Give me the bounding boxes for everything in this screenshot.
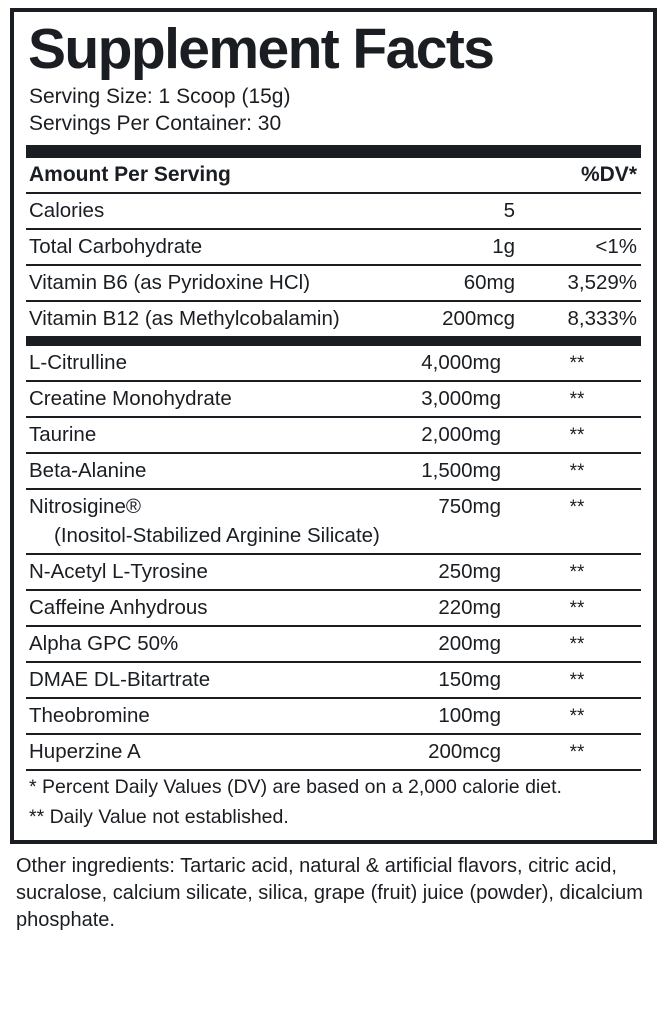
- blend-table: [26, 346, 641, 769]
- ingredient-amount: 200mg: [355, 626, 531, 662]
- nutrient-dv: <1%: [545, 229, 641, 265]
- divider-thin-bottom: [26, 769, 641, 771]
- ingredient-name: Taurine: [26, 417, 355, 453]
- serving-size: Serving Size: 1 Scoop (15g): [29, 85, 291, 109]
- table-row-subtext: [26, 524, 641, 554]
- ingredient-amount: 750mg: [355, 489, 531, 524]
- table-header-row: [26, 158, 641, 193]
- ingredient-dv: **: [531, 590, 641, 626]
- ingredient-amount: 150mg: [355, 662, 531, 698]
- ingredient-amount: 1,500mg: [355, 453, 531, 489]
- nutrient-amount: 1g: [417, 229, 545, 265]
- nutrient-amount: 60mg: [417, 265, 545, 301]
- nutrient-amount: 5: [417, 193, 545, 229]
- dv-header: %DV*: [580, 162, 637, 186]
- amount-header-spacer: [417, 158, 545, 193]
- ingredient-amount: 2,000mg: [355, 417, 531, 453]
- ingredient-dv: **: [531, 554, 641, 590]
- table-row: [26, 590, 641, 626]
- footnote-not-established: ** Daily Value not established.: [29, 805, 289, 828]
- divider-thick-top: [26, 145, 641, 158]
- ingredient-dv: **: [531, 698, 641, 734]
- ingredient-name: Alpha GPC 50%: [26, 626, 355, 662]
- nutrient-name: Vitamin B6 (as Pyridoxine HCl): [26, 265, 417, 301]
- table-row: [26, 453, 641, 489]
- table-row: [26, 662, 641, 698]
- page-title: Supplement Facts: [28, 17, 494, 81]
- ingredient-dv: **: [531, 734, 641, 769]
- table-row: [26, 346, 641, 381]
- table-row: [26, 554, 641, 590]
- amount-per-serving-header: Amount Per Serving: [29, 162, 231, 186]
- divider-thick-middle: [26, 336, 641, 346]
- ingredient-name: L-Citrulline: [29, 350, 127, 374]
- table-row: [26, 734, 641, 769]
- ingredient-subname: (Inositol-Stabilized Arginine Silicate): [54, 523, 380, 547]
- ingredient-name: Caffeine Anhydrous: [26, 590, 355, 626]
- nutrient-dv: 3,529%: [545, 265, 641, 301]
- table-row: [26, 626, 641, 662]
- ingredient-dv: **: [531, 453, 641, 489]
- table-row: [26, 417, 641, 453]
- nutrient-dv: [545, 193, 641, 229]
- table-row: [26, 193, 641, 229]
- ingredient-dv: **: [569, 352, 585, 374]
- table-row: [26, 489, 641, 524]
- ingredient-dv: **: [531, 417, 641, 453]
- ingredient-dv: **: [531, 381, 641, 417]
- ingredient-name: Theobromine: [26, 698, 355, 734]
- ingredient-amount: 4,000mg: [421, 350, 501, 374]
- table-row: [26, 698, 641, 734]
- ingredient-amount: 220mg: [355, 590, 531, 626]
- nutrient-name: Calories: [26, 193, 417, 229]
- ingredient-dv: **: [531, 489, 641, 524]
- ingredient-amount: 250mg: [355, 554, 531, 590]
- nutrients-table: [26, 158, 641, 336]
- nutrient-name: Vitamin B12 (as Methylcobalamin): [26, 301, 417, 336]
- ingredient-name: Beta-Alanine: [26, 453, 355, 489]
- ingredient-amount: 200mcg: [355, 734, 531, 769]
- ingredient-amount: 3,000mg: [355, 381, 531, 417]
- table-row: [26, 229, 641, 265]
- table-row: [26, 265, 641, 301]
- nutrient-amount: 200mcg: [417, 301, 545, 336]
- table-row: [26, 301, 641, 336]
- nutrient-name: Total Carbohydrate: [26, 229, 417, 265]
- supplement-facts-box: [10, 8, 657, 844]
- ingredient-name: Huperzine A: [26, 734, 355, 769]
- footnote-daily-value: * Percent Daily Values (DV) are based on a 2,000 calorie diet.: [29, 775, 562, 798]
- other-ingredients: Other ingredients: Tartaric acid, natural & artificial flavors, citric acid, sucralose, calcium silicate, silica, grape (fruit) juice (powder), dicalcium phosphate.: [16, 855, 643, 931]
- ingredient-dv: **: [531, 662, 641, 698]
- table-row: [26, 381, 641, 417]
- ingredient-name: Nitrosigine®: [26, 489, 355, 524]
- ingredient-amount: 100mg: [355, 698, 531, 734]
- ingredient-name: DMAE DL-Bitartrate: [26, 662, 355, 698]
- ingredient-dv: **: [531, 626, 641, 662]
- nutrient-dv: 8,333%: [545, 301, 641, 336]
- ingredient-name: N-Acetyl L-Tyrosine: [26, 554, 355, 590]
- servings-per-container: Servings Per Container: 30: [29, 112, 282, 135]
- ingredient-name: Creatine Monohydrate: [26, 381, 355, 417]
